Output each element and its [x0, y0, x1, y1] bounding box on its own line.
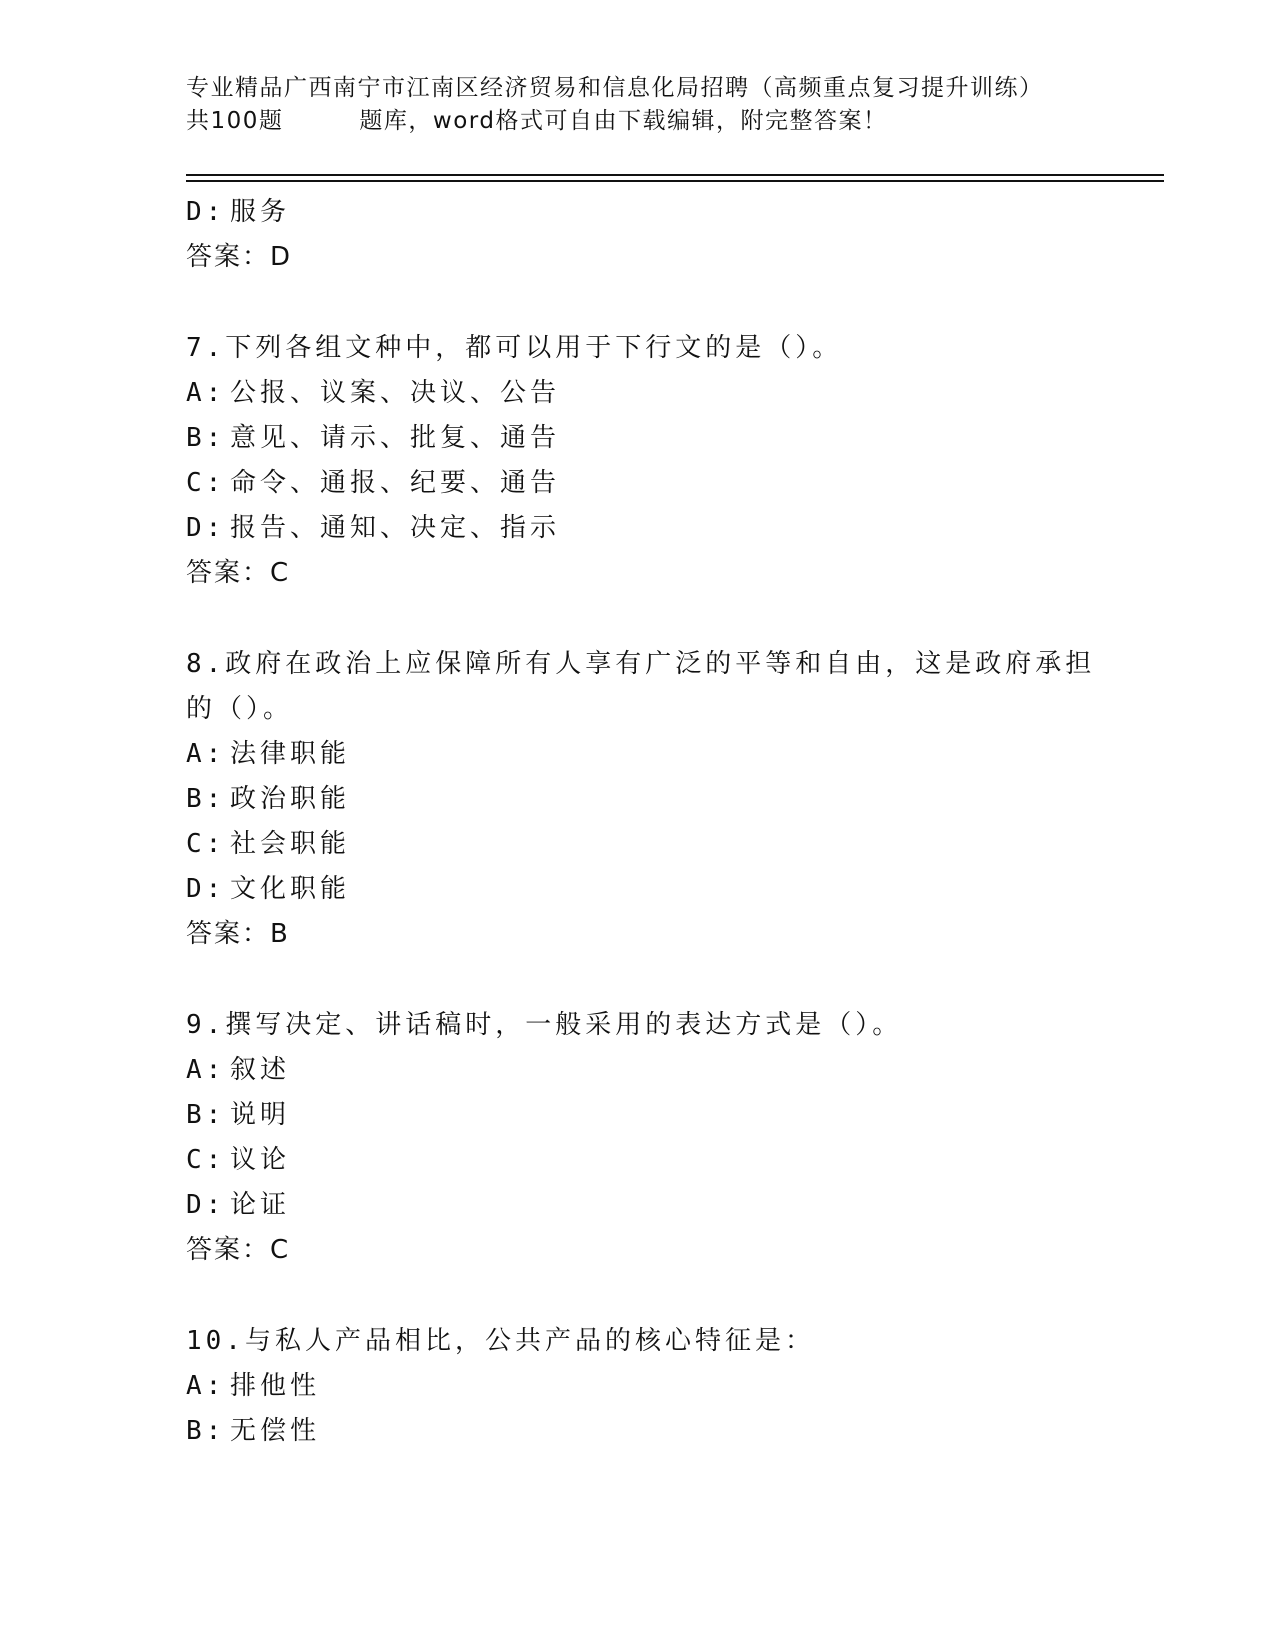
option-a — [186, 1364, 1086, 1409]
option-text: 社会职能 — [230, 829, 351, 859]
question-stem-continued: 的（）。 — [186, 694, 294, 724]
option-text: 叙述 — [230, 1055, 291, 1085]
option-text: 法律职能 — [230, 739, 351, 769]
option-d — [186, 506, 1086, 551]
question-content — [186, 190, 1096, 1454]
option-text: 议论 — [230, 1145, 291, 1175]
option-label: D: — [186, 874, 226, 904]
option-b — [186, 1093, 1086, 1138]
header-title: 专业精品广西南宁市江南区经济贸易和信息化局招聘（高频重点复习提升训练） — [186, 75, 1044, 101]
option-d — [186, 867, 1086, 912]
question-8 — [186, 642, 1096, 957]
question-stem: 7.下列各组文种中，都可以用于下行文的是（）。 — [186, 333, 843, 363]
option-c — [186, 822, 1086, 867]
header-description: 题库，word格式可自由下载编辑，附完整答案！ — [359, 108, 888, 134]
document-header — [186, 72, 1166, 138]
option-d — [186, 190, 1086, 235]
option-b — [186, 416, 1086, 461]
question-10 — [186, 1319, 1086, 1454]
answer-line: 答案：D — [186, 242, 293, 272]
option-text: 命令、通报、纪要、通告 — [230, 468, 561, 498]
header-subtitle — [186, 105, 1166, 138]
option-label: C: — [186, 1145, 226, 1175]
option-label: B: — [186, 423, 226, 453]
option-label: A: — [186, 378, 226, 408]
option-b — [186, 1409, 1086, 1454]
option-a — [186, 371, 1086, 416]
option-a — [186, 732, 1086, 777]
option-text: 论证 — [230, 1190, 291, 1220]
option-label: C: — [186, 829, 226, 859]
option-text: 意见、请示、批复、通告 — [230, 423, 561, 453]
option-label: B: — [186, 1416, 226, 1446]
option-a — [186, 1048, 1086, 1093]
question-stem: 8.政府在政治上应保障所有人享有广泛的平等和自由，这是政府承担 — [186, 649, 1096, 679]
header-divider-top — [186, 174, 1164, 176]
header-divider-bottom — [186, 180, 1164, 182]
header-question-count: 共100题 — [186, 108, 284, 134]
option-c — [186, 1138, 1086, 1183]
answer-line: 答案：C — [186, 1235, 291, 1265]
option-label: D: — [186, 1190, 226, 1220]
option-label: A: — [186, 1055, 226, 1085]
question-9 — [186, 1003, 1086, 1273]
answer-line: 答案：B — [186, 919, 290, 949]
option-label: A: — [186, 1371, 226, 1401]
option-label: B: — [186, 784, 226, 814]
option-d — [186, 1183, 1086, 1228]
option-text: 政治职能 — [230, 784, 351, 814]
option-label: D: — [186, 197, 226, 227]
option-b — [186, 777, 1086, 822]
option-text: 公报、议案、决议、公告 — [230, 378, 561, 408]
option-text: 说明 — [230, 1100, 291, 1130]
option-text: 文化职能 — [230, 874, 351, 904]
option-label: A: — [186, 739, 226, 769]
option-text: 报告、通知、决定、指示 — [230, 513, 561, 543]
option-c — [186, 461, 1086, 506]
option-text: 无偿性 — [230, 1416, 321, 1446]
option-label: B: — [186, 1100, 226, 1130]
question-stem: 10.与私人产品相比，公共产品的核心特征是： — [186, 1326, 815, 1356]
option-text: 排他性 — [230, 1371, 321, 1401]
question-stem: 9.撰写决定、讲话稿时，一般采用的表达方式是（）。 — [186, 1010, 903, 1040]
option-label: C: — [186, 468, 226, 498]
answer-line: 答案：C — [186, 558, 291, 588]
option-text: 服务 — [230, 197, 291, 227]
question-7 — [186, 326, 1086, 596]
option-label: D: — [186, 513, 226, 543]
